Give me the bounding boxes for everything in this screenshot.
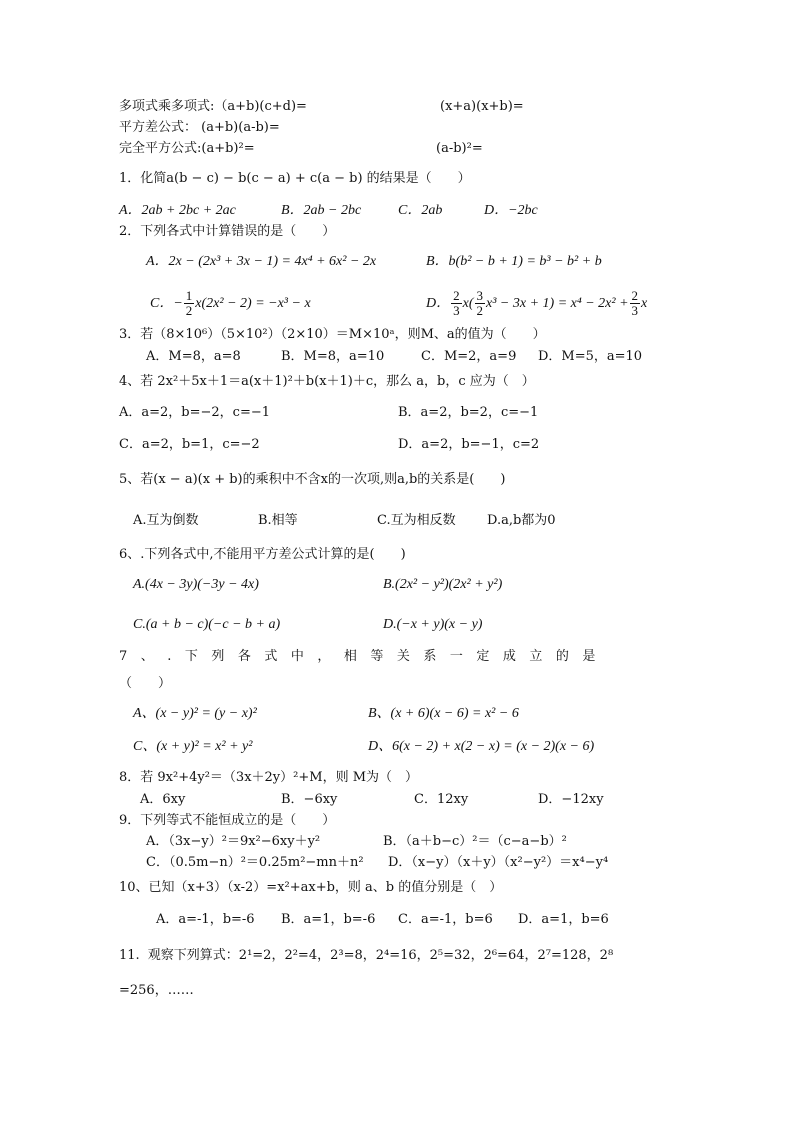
question-9-option-d: D．（x−y）（x＋y）（x²−y²）＝x⁴−y⁴: [388, 855, 609, 870]
question-4-option-c: C．a=2，b=1，c=−2: [119, 437, 260, 452]
question-4-option-d: D．a=2，b=−1，c=2: [398, 437, 540, 452]
question-7-option-a: A、(x − y)² = (y − x)²: [133, 706, 257, 721]
question-8-option-c: C．12xy: [414, 792, 469, 807]
question-9-option-c: C．（0.5m−n）²＝0.25m²−mn＋n²: [146, 855, 364, 870]
question-1-option-a: A．2ab + 2bc + 2ac: [119, 203, 236, 218]
question-5-option-c: C.互为相反数: [377, 513, 456, 528]
question-8-option-d: D．−12xy: [538, 792, 604, 807]
fraction-numerator: 2: [631, 288, 639, 304]
question-8-option-b: B．−6xy: [281, 792, 338, 807]
question-5-option-a: A.互为倒数: [133, 513, 199, 528]
question-11-stem: 11. 观察下列算式：2¹=2，2²=4，2³=8，2⁴=16，2⁵=32，2⁶=64，2⁷=128，2⁸: [119, 948, 614, 963]
question-2-option-d-prefix: D．: [426, 296, 451, 311]
question-3-stem: 3．若（8×10⁶）（5×10²）（2×10）＝M×10ᵃ，则M、a的值为（ ）: [119, 327, 546, 342]
formula-perfect-square-right: (a-b)²=: [436, 141, 483, 156]
question-2-option-b: B．b(b² − b + 1) = b³ − b² + b: [426, 254, 602, 269]
question-2-option-d: [426, 287, 647, 321]
question-8-option-a: A．6xy: [140, 792, 186, 807]
question-10-option-b: B．a=1，b=-6: [281, 912, 376, 927]
question-5-option-b: B.相等: [258, 513, 298, 528]
question-3-option-c: C．M=2，a=9: [421, 349, 517, 364]
question-6-option-c: C.(a + b − c)(−c − b + a): [133, 617, 281, 632]
question-1-option-b: B．2ab − 2bc: [281, 203, 362, 218]
question-9-stem: 9．下列等式不能恒成立的是（ ）: [119, 813, 336, 828]
question-5-option-d: D.a,b都为0: [487, 513, 556, 528]
question-3-option-d: D．M=5，a=10: [538, 349, 643, 364]
question-4-stem: 4、若 2x²＋5x＋1＝a(x＋1)²＋b(x＋1)＋c，那么 a，b，c 应为（ ）: [119, 374, 535, 389]
question-10-option-a: A．a=-1，b=-6: [156, 912, 255, 927]
fraction-denominator: 3: [453, 303, 460, 319]
fraction-one-half: [184, 289, 195, 318]
question-7-stem-bracket: （ ）: [119, 676, 172, 691]
question-6-option-b: B.(2x² − y²)(2x² + y²): [383, 577, 503, 592]
question-2-option-c-rest: x(2x² − 2) = −x³ − x: [195, 296, 311, 311]
question-3-option-b: B．M=8，a=10: [281, 349, 385, 364]
question-1-stem: 1．化简a(b − c) − b(c − a) + c(a − b) 的结果是（ ）: [119, 171, 471, 186]
question-1-option-c: C．2ab: [398, 203, 443, 218]
question-9-option-b: B．（a＋b−c）²＝（c−a−b）²: [383, 834, 567, 849]
formula-diff-squares: 平方差公式： (a+b)(a-b)=: [119, 120, 280, 135]
fraction-denominator: 2: [185, 303, 193, 319]
question-2-option-d-part2: x(: [462, 296, 474, 311]
question-7-option-c: C、(x + y)² = x² + y²: [133, 739, 253, 754]
question-7-stem: 7、.下列各式中，相等关系一定成立的是: [119, 649, 609, 664]
question-10-option-d: D．a=1，b=6: [518, 912, 609, 927]
question-4-option-b: B．a=2，b=2，c=−1: [398, 405, 539, 420]
question-5-stem: 5、若(x − a)(x + b)的乘积中不含x的一次项,则a,b的关系是( ): [119, 472, 506, 487]
question-6-stem: 6、.下列各式中,不能用平方差公式计算的是( ): [119, 547, 406, 562]
question-2-stem: 2．下列各式中计算错误的是（ ）: [119, 224, 336, 239]
question-7-option-d: D、6(x − 2) + x(2 − x) = (x − 2)(x − 6): [368, 739, 595, 754]
question-1-option-d: D．−2bc: [484, 203, 538, 218]
question-2-option-c: [150, 287, 311, 321]
fraction-denominator: 3: [631, 303, 639, 319]
question-2-option-a: A．2x − (2x³ + 3x − 1) = 4x⁴ + 6x² − 2x: [146, 254, 377, 269]
fraction-two-thirds: [451, 289, 462, 318]
fraction-numerator: 3: [476, 288, 484, 304]
question-10-option-c: C．a=-1，b=6: [398, 912, 493, 927]
fraction-two-thirds-b: [630, 289, 641, 318]
fraction-numerator: 2: [453, 288, 460, 304]
fraction-denominator: 2: [476, 303, 484, 319]
question-2-option-d-part3: x³ − 3x + 1) = x⁴ − 2x² +: [486, 296, 629, 311]
question-4-option-a: A．a=2，b=−2，c=−1: [119, 405, 271, 420]
question-2-option-c-prefix: C．−: [150, 296, 183, 311]
question-6-option-d: D.(−x + y)(x − y): [383, 617, 483, 632]
question-2-option-d-part4: x: [641, 296, 648, 311]
formula-multiply-right: (x+a)(x+b)=: [440, 99, 524, 114]
question-6-option-a: A.(4x − 3y)(−3y − 4x): [133, 577, 259, 592]
question-11-stem-cont: =256，……: [119, 983, 194, 998]
fraction-three-halves: [475, 289, 486, 318]
formula-multiply-label: 多项式乘多项式:（a+b)(c+d)=: [119, 99, 307, 114]
question-9-option-a: A．（3x−y）²＝9x²−6xy＋y²: [146, 834, 321, 849]
question-8-stem: 8．若 9x²+4y²＝（3x＋2y）²+M，则 M为（ ）: [119, 770, 419, 785]
question-3-option-a: A．M=8，a=8: [146, 349, 241, 364]
formula-perfect-square: 完全平方公式:(a+b)²=: [119, 141, 255, 156]
question-7-option-b: B、(x + 6)(x − 6) = x² − 6: [368, 706, 519, 721]
fraction-numerator: 1: [185, 288, 193, 304]
question-10-stem: 10、已知（x+3）（x-2）=x²+ax+b，则 a、b 的值分别是（ ）: [119, 880, 503, 895]
